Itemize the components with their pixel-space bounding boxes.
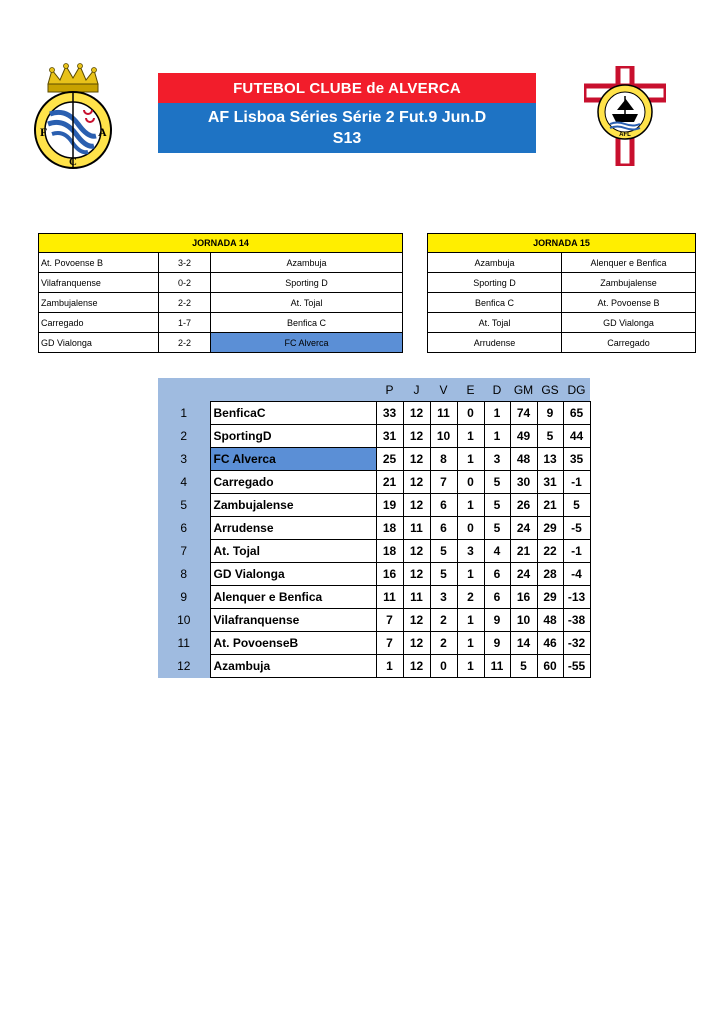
away-team: At. Povoense B [562, 293, 696, 313]
fc-alverca-crest-logo [26, 62, 120, 170]
score: 3-2 [159, 253, 211, 273]
stat-cell-gs: 5 [537, 425, 563, 448]
table-row [158, 402, 590, 425]
stat-cell-gm: 30 [510, 471, 537, 494]
match-row [39, 253, 403, 273]
table-row [158, 609, 590, 632]
stat-cell-gm: 48 [510, 448, 537, 471]
stat-cell-dg: -1 [563, 540, 590, 563]
home-team: Sporting D [428, 273, 562, 293]
stat-cell-gs: 21 [537, 494, 563, 517]
stat-cell-v: 8 [430, 448, 457, 471]
stat-cell-gs: 9 [537, 402, 563, 425]
home-team: Carregado [39, 313, 159, 333]
stat-cell-p: 18 [376, 517, 403, 540]
stat-cell-d: 1 [484, 402, 510, 425]
position-cell: 11 [158, 632, 210, 655]
stat-cell-e: 1 [457, 609, 484, 632]
stat-cell-gs: 29 [537, 517, 563, 540]
stat-cell-j: 12 [403, 402, 430, 425]
stat-cell-d: 6 [484, 586, 510, 609]
stat-cell-gm: 16 [510, 586, 537, 609]
stat-cell-e: 1 [457, 494, 484, 517]
stat-cell-e: 0 [457, 517, 484, 540]
stat-cell-e: 3 [457, 540, 484, 563]
stat-cell-d: 9 [484, 632, 510, 655]
stat-cell-v: 7 [430, 471, 457, 494]
column-header: GM [510, 378, 537, 402]
match-row [428, 293, 696, 313]
team-cell: Arrudense [210, 517, 376, 540]
jornada-14-title: JORNADA 14 [39, 234, 403, 253]
column-header: D [484, 378, 510, 402]
home-team: Arrudense [428, 333, 562, 353]
position-cell: 1 [158, 402, 210, 425]
table-row [158, 425, 590, 448]
standings-table [158, 378, 591, 678]
column-header: P [376, 378, 403, 402]
stat-cell-j: 11 [403, 586, 430, 609]
stat-cell-d: 11 [484, 655, 510, 678]
team-cell: GD Vialonga [210, 563, 376, 586]
match-row [39, 273, 403, 293]
team-cell: BenficaC [210, 402, 376, 425]
match-row [428, 313, 696, 333]
table-row [158, 563, 590, 586]
stat-cell-gs: 13 [537, 448, 563, 471]
match-row [39, 313, 403, 333]
crown-icon [48, 64, 98, 93]
team-cell: Carregado [210, 471, 376, 494]
column-header: E [457, 378, 484, 402]
stat-cell-e: 1 [457, 425, 484, 448]
stat-cell-p: 16 [376, 563, 403, 586]
stat-cell-gs: 46 [537, 632, 563, 655]
stat-cell-e: 1 [457, 448, 484, 471]
position-cell: 12 [158, 655, 210, 678]
position-cell: 8 [158, 563, 210, 586]
stat-cell-p: 21 [376, 471, 403, 494]
stat-cell-dg: 5 [563, 494, 590, 517]
stat-cell-d: 5 [484, 494, 510, 517]
af-lisboa-logo [584, 66, 666, 166]
table-row [158, 586, 590, 609]
stat-cell-j: 12 [403, 609, 430, 632]
table-row [158, 540, 590, 563]
crest-letter-c: C [69, 156, 77, 168]
stat-cell-j: 12 [403, 494, 430, 517]
stat-cell-v: 2 [430, 609, 457, 632]
table-row [158, 471, 590, 494]
position-cell: 9 [158, 586, 210, 609]
away-team: GD Vialonga [562, 313, 696, 333]
stat-cell-p: 33 [376, 402, 403, 425]
stat-cell-e: 2 [457, 586, 484, 609]
away-team: Alenquer e Benfica [562, 253, 696, 273]
title-banner [158, 73, 536, 153]
stat-cell-dg: -13 [563, 586, 590, 609]
match-row [428, 333, 696, 353]
stat-cell-gm: 26 [510, 494, 537, 517]
stat-cell-gm: 74 [510, 402, 537, 425]
stat-cell-d: 6 [484, 563, 510, 586]
home-team: Vilafranquense [39, 273, 159, 293]
position-cell: 7 [158, 540, 210, 563]
stat-cell-gs: 31 [537, 471, 563, 494]
stat-cell-v: 5 [430, 563, 457, 586]
stat-cell-d: 1 [484, 425, 510, 448]
stat-cell-j: 12 [403, 448, 430, 471]
home-team: Azambuja [428, 253, 562, 273]
stat-cell-v: 6 [430, 494, 457, 517]
jornada-15-title: JORNADA 15 [428, 234, 696, 253]
position-cell: 10 [158, 609, 210, 632]
score: 2-2 [159, 333, 211, 353]
stat-cell-p: 11 [376, 586, 403, 609]
stat-cell-v: 5 [430, 540, 457, 563]
stat-cell-p: 18 [376, 540, 403, 563]
table-row [158, 494, 590, 517]
home-team: GD Vialonga [39, 333, 159, 353]
stat-cell-gs: 29 [537, 586, 563, 609]
stat-cell-v: 2 [430, 632, 457, 655]
stat-cell-j: 12 [403, 655, 430, 678]
team-cell: At. Tojal [210, 540, 376, 563]
match-row [39, 333, 403, 353]
score: 1-7 [159, 313, 211, 333]
jornada-15-table [427, 233, 696, 353]
stat-cell-p: 7 [376, 632, 403, 655]
stat-cell-gm: 24 [510, 563, 537, 586]
stat-cell-v: 11 [430, 402, 457, 425]
stat-cell-dg: -32 [563, 632, 590, 655]
stat-cell-dg: -38 [563, 609, 590, 632]
stat-cell-gm: 49 [510, 425, 537, 448]
stat-cell-p: 25 [376, 448, 403, 471]
team-category: S13 [332, 130, 362, 147]
stat-cell-gs: 28 [537, 563, 563, 586]
crest-letter-a: A [98, 125, 107, 139]
stat-cell-gm: 5 [510, 655, 537, 678]
stat-cell-d: 5 [484, 471, 510, 494]
away-team: Zambujalense [562, 273, 696, 293]
home-team: Zambujalense [39, 293, 159, 313]
stat-cell-e: 1 [457, 563, 484, 586]
standings-header-row [158, 378, 590, 402]
stat-cell-e: 1 [457, 632, 484, 655]
team-cell: Zambujalense [210, 494, 376, 517]
stat-cell-gs: 60 [537, 655, 563, 678]
stat-cell-dg: -4 [563, 563, 590, 586]
table-row [158, 517, 590, 540]
column-header: GS [537, 378, 563, 402]
score: 0-2 [159, 273, 211, 293]
stat-cell-d: 3 [484, 448, 510, 471]
away-team: Carregado [562, 333, 696, 353]
stat-cell-v: 0 [430, 655, 457, 678]
stat-cell-j: 12 [403, 425, 430, 448]
stat-cell-gm: 14 [510, 632, 537, 655]
club-name: FUTEBOL CLUBE de ALVERCA [158, 73, 536, 103]
home-team: Benfica C [428, 293, 562, 313]
stat-cell-j: 12 [403, 540, 430, 563]
match-row [428, 253, 696, 273]
team-cell: Alenquer e Benfica [210, 586, 376, 609]
stat-cell-d: 5 [484, 517, 510, 540]
match-row [39, 293, 403, 313]
stat-cell-d: 9 [484, 609, 510, 632]
position-cell: 4 [158, 471, 210, 494]
home-team: At. Povoense B [39, 253, 159, 273]
stat-cell-d: 4 [484, 540, 510, 563]
away-team-highlighted: FC Alverca [211, 333, 403, 353]
stat-cell-dg: -5 [563, 517, 590, 540]
stat-cell-p: 19 [376, 494, 403, 517]
team-cell: Azambuja [210, 655, 376, 678]
position-cell: 5 [158, 494, 210, 517]
stat-cell-e: 1 [457, 655, 484, 678]
position-cell: 3 [158, 448, 210, 471]
stat-cell-gs: 22 [537, 540, 563, 563]
stat-cell-v: 3 [430, 586, 457, 609]
column-header: V [430, 378, 457, 402]
stat-cell-v: 6 [430, 517, 457, 540]
stat-cell-e: 0 [457, 471, 484, 494]
crest-letter-f: F [40, 125, 48, 139]
stat-cell-j: 12 [403, 471, 430, 494]
position-cell: 6 [158, 517, 210, 540]
stat-cell-j: 11 [403, 517, 430, 540]
score: 2-2 [159, 293, 211, 313]
stat-cell-gm: 21 [510, 540, 537, 563]
away-team: At. Tojal [211, 293, 403, 313]
stat-cell-j: 12 [403, 563, 430, 586]
stat-cell-j: 12 [403, 632, 430, 655]
stat-cell-v: 10 [430, 425, 457, 448]
away-team: Benfica C [211, 313, 403, 333]
stat-cell-dg: -1 [563, 471, 590, 494]
column-header: DG [563, 378, 590, 402]
team-cell-highlighted: FC Alverca [210, 448, 376, 471]
away-team: Sporting D [211, 273, 403, 293]
competition-block [158, 103, 536, 153]
home-team: At. Tojal [428, 313, 562, 333]
table-row [158, 632, 590, 655]
team-cell: SportingD [210, 425, 376, 448]
position-cell: 2 [158, 425, 210, 448]
stat-cell-dg: 65 [563, 402, 590, 425]
afl-letters: AFL [619, 132, 631, 138]
stat-cell-gm: 10 [510, 609, 537, 632]
competition-name: AF Lisboa Séries Série 2 Fut.9 Jun.D [207, 109, 487, 126]
table-row [158, 655, 590, 678]
table-row [158, 448, 590, 471]
jornada-14-table [38, 233, 403, 353]
away-team: Azambuja [211, 253, 403, 273]
stat-cell-e: 0 [457, 402, 484, 425]
stat-cell-dg: 44 [563, 425, 590, 448]
column-header: J [403, 378, 430, 402]
team-cell: At. PovoenseB [210, 632, 376, 655]
match-row [428, 273, 696, 293]
stat-cell-gm: 24 [510, 517, 537, 540]
stat-cell-p: 1 [376, 655, 403, 678]
team-cell: Vilafranquense [210, 609, 376, 632]
stat-cell-dg: -55 [563, 655, 590, 678]
stat-cell-dg: 35 [563, 448, 590, 471]
stat-cell-gs: 48 [537, 609, 563, 632]
stat-cell-p: 31 [376, 425, 403, 448]
stat-cell-p: 7 [376, 609, 403, 632]
